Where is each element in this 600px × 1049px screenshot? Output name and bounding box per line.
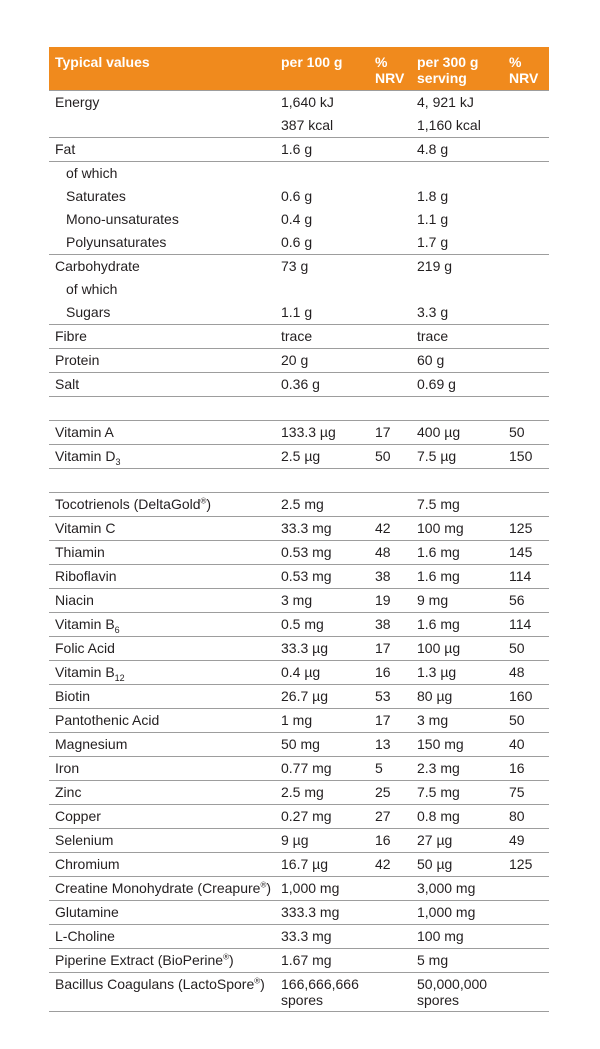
nutrient-name xyxy=(49,373,275,397)
nutrition-table xyxy=(49,47,549,1012)
nrv-per-100g xyxy=(369,208,411,231)
nrv-per-serving: 16 xyxy=(503,757,549,781)
nutrient-name xyxy=(49,138,275,162)
nutrient-label: Energy xyxy=(55,94,100,110)
nutrient-name xyxy=(49,493,275,517)
nrv-per-100g: 16 xyxy=(369,829,411,853)
nutrient-name xyxy=(49,301,275,325)
nrv-per-100g xyxy=(369,301,411,325)
nutrient-label: Copper xyxy=(55,808,101,824)
value-per-serving: 9 mg xyxy=(411,589,503,613)
nutrient-name xyxy=(49,613,275,637)
nrv-per-100g: 53 xyxy=(369,685,411,709)
value-per-100g xyxy=(275,278,369,301)
nutrient-label: Magnesium xyxy=(55,736,128,752)
value-per-serving: 5 mg xyxy=(411,949,503,973)
nutrient-name xyxy=(49,685,275,709)
nrv-per-serving xyxy=(503,185,549,208)
nutrient-label: Tocotrienols (DeltaGold xyxy=(55,496,201,512)
table-row xyxy=(49,685,549,709)
nrv-per-serving: 145 xyxy=(503,541,549,565)
nrv-per-serving: 50 xyxy=(503,421,549,445)
nutrient-label: Chromium xyxy=(55,856,120,872)
value-per-100g: 2.5 µg xyxy=(275,445,369,469)
nrv-per-100g: 16 xyxy=(369,661,411,685)
nrv-per-100g xyxy=(369,278,411,301)
nutrient-name xyxy=(49,541,275,565)
header-typical-values: Typical values xyxy=(49,47,275,91)
value-per-serving xyxy=(411,469,503,493)
nutrient-label: Vitamin A xyxy=(55,424,114,440)
nutrient-label: Protein xyxy=(55,352,100,368)
value-per-100g xyxy=(275,469,369,493)
nutrient-name xyxy=(49,901,275,925)
table-row xyxy=(49,661,549,685)
nrv-per-serving xyxy=(503,349,549,373)
nutrient-name xyxy=(49,325,275,349)
nutrient-label: Iron xyxy=(55,760,80,776)
table-row xyxy=(49,255,549,279)
nutrient-name xyxy=(49,661,275,685)
nutrient-label: Zinc xyxy=(55,784,82,800)
value-per-100g: 33.3 mg xyxy=(275,517,369,541)
nutrient-label: Vitamin B xyxy=(55,664,115,680)
nrv-per-100g xyxy=(369,231,411,255)
value-per-100g: 1,640 kJ xyxy=(275,91,369,115)
nrv-per-100g xyxy=(369,925,411,949)
value-per-serving: 50,000,000 spores xyxy=(411,973,503,1012)
table-row xyxy=(49,469,549,493)
value-per-100g: 0.27 mg xyxy=(275,805,369,829)
nrv-per-100g xyxy=(369,114,411,138)
nutrient-label: Sugars xyxy=(66,304,111,320)
value-per-100g: 1.6 g xyxy=(275,138,369,162)
nrv-per-100g: 38 xyxy=(369,565,411,589)
nutrient-label-suffix: ) xyxy=(228,952,234,968)
value-per-serving: 3,000 mg xyxy=(411,877,503,901)
value-per-100g xyxy=(275,162,369,186)
nrv-per-serving xyxy=(503,373,549,397)
table-row xyxy=(49,589,549,613)
nutrient-name xyxy=(49,949,275,973)
value-per-100g: 0.77 mg xyxy=(275,757,369,781)
nrv-per-serving xyxy=(503,138,549,162)
table-row xyxy=(49,325,549,349)
table-row xyxy=(49,421,549,445)
nutrient-name xyxy=(49,829,275,853)
nutrient-name xyxy=(49,637,275,661)
nutrient-name xyxy=(49,877,275,901)
value-per-serving: 100 µg xyxy=(411,637,503,661)
table-row xyxy=(49,278,549,301)
value-per-serving: 1.7 g xyxy=(417,234,449,250)
nutrient-label: Pantothenic Acid xyxy=(55,712,160,728)
table-header xyxy=(49,47,549,91)
nutrient-subscript: 12 xyxy=(114,672,125,683)
nrv-per-100g: 50 xyxy=(369,445,411,469)
nrv-per-serving: 49 xyxy=(503,829,549,853)
value-per-100g: 387 kcal xyxy=(281,117,334,133)
table-row xyxy=(49,973,549,1012)
nrv-per-serving xyxy=(503,925,549,949)
nrv-per-100g xyxy=(369,325,411,349)
nutrient-label: Folic Acid xyxy=(55,640,115,656)
value-per-100g: 0.4 g xyxy=(281,211,313,227)
nrv-per-serving xyxy=(503,397,549,421)
value-per-serving: 100 mg xyxy=(411,517,503,541)
registered-mark: ® xyxy=(260,880,267,890)
nrv-per-100g xyxy=(369,185,411,208)
header-per-100g: per 100 g xyxy=(275,47,369,91)
nutrient-name xyxy=(49,565,275,589)
nrv-per-serving xyxy=(503,469,549,493)
nrv-per-serving xyxy=(503,901,549,925)
nrv-per-100g xyxy=(369,373,411,397)
value-per-100g: 2.5 mg xyxy=(275,781,369,805)
value-per-100g: 0.6 g xyxy=(281,188,313,204)
nrv-per-100g: 42 xyxy=(369,517,411,541)
nutrient-label: Thiamin xyxy=(55,544,105,560)
nrv-per-serving xyxy=(503,114,549,138)
table-row xyxy=(49,781,549,805)
table-row xyxy=(49,349,549,373)
nutrient-label: of which xyxy=(66,165,118,181)
value-per-100g: 0.5 mg xyxy=(275,613,369,637)
nrv-per-100g xyxy=(369,493,411,517)
value-per-100g: trace xyxy=(275,325,369,349)
value-per-serving: 400 µg xyxy=(411,421,503,445)
nrv-per-serving xyxy=(503,231,549,255)
nutrient-label: Niacin xyxy=(55,592,94,608)
nutrient-label: Vitamin C xyxy=(55,520,116,536)
nutrient-label: Bacillus Coagulans (LactoSpore xyxy=(55,976,255,992)
nrv-per-100g xyxy=(369,949,411,973)
value-per-100g: 2.5 mg xyxy=(275,493,369,517)
nrv-per-serving xyxy=(503,949,549,973)
nutrient-label: Carbohydrate xyxy=(55,258,140,274)
table-body xyxy=(49,91,549,1012)
nutrient-label: Mono-unsaturates xyxy=(66,211,179,227)
nutrient-name xyxy=(49,973,275,1012)
nrv-per-100g: 25 xyxy=(369,781,411,805)
nutrient-label-suffix: ) xyxy=(206,496,212,512)
nrv-per-100g xyxy=(369,91,411,115)
nutrient-label: Vitamin D xyxy=(55,448,116,464)
nutrient-name xyxy=(49,397,275,421)
nrv-per-serving: 48 xyxy=(503,661,549,685)
nutrient-name xyxy=(49,278,275,301)
nutrient-name xyxy=(49,853,275,877)
nrv-per-serving: 40 xyxy=(503,733,549,757)
registered-mark: ® xyxy=(200,496,207,506)
value-per-serving: 1.6 mg xyxy=(411,541,503,565)
nutrient-name xyxy=(49,231,275,255)
value-per-100g: 0.53 mg xyxy=(275,565,369,589)
value-per-100g: 333.3 mg xyxy=(275,901,369,925)
nutrient-label: Fat xyxy=(55,141,76,157)
value-per-serving: 80 µg xyxy=(411,685,503,709)
value-per-100g: 73 g xyxy=(275,255,369,279)
value-per-serving: 219 g xyxy=(411,255,503,279)
table-row xyxy=(49,925,549,949)
value-per-serving: 1,000 mg xyxy=(411,901,503,925)
table-row xyxy=(49,114,549,138)
table-row xyxy=(49,138,549,162)
value-per-serving xyxy=(411,278,503,301)
table-row xyxy=(49,637,549,661)
nutrient-subscript: 6 xyxy=(114,624,120,635)
table-row xyxy=(49,541,549,565)
registered-mark: ® xyxy=(223,952,229,962)
value-per-serving: 50 µg xyxy=(411,853,503,877)
value-per-100g: 1.67 mg xyxy=(275,949,369,973)
nrv-per-100g xyxy=(369,138,411,162)
table-row xyxy=(49,805,549,829)
nrv-per-100g xyxy=(369,255,411,279)
nrv-per-100g: 38 xyxy=(369,613,411,637)
value-per-serving: 0.69 g xyxy=(411,373,503,397)
value-per-serving xyxy=(411,397,503,421)
nrv-per-serving xyxy=(503,255,549,279)
value-per-100g: 16.7 µg xyxy=(275,853,369,877)
table-row xyxy=(49,877,549,901)
table-row xyxy=(49,613,549,637)
table-row xyxy=(49,445,549,469)
nutrient-name xyxy=(49,208,275,231)
value-per-100g: 50 mg xyxy=(275,733,369,757)
nutrient-label: Polyunsaturates xyxy=(66,234,167,250)
nrv-per-serving: 114 xyxy=(503,565,549,589)
table-row xyxy=(49,757,549,781)
nrv-per-serving xyxy=(503,162,549,186)
table-row xyxy=(49,517,549,541)
value-per-serving: 4.8 g xyxy=(411,138,503,162)
value-per-100g xyxy=(275,397,369,421)
nutrient-label: Riboflavin xyxy=(55,568,117,584)
nrv-per-100g xyxy=(369,349,411,373)
registered-mark: ® xyxy=(254,976,261,986)
nrv-per-100g: 17 xyxy=(369,709,411,733)
table-row xyxy=(49,208,549,231)
nutrient-name xyxy=(49,185,275,208)
nutrient-label: Salt xyxy=(55,376,80,392)
value-per-serving: 1.8 g xyxy=(417,188,449,204)
table-row xyxy=(49,231,549,255)
nrv-per-100g: 42 xyxy=(369,853,411,877)
table-row xyxy=(49,162,549,186)
nutrient-name xyxy=(49,114,275,138)
value-per-serving: 0.8 mg xyxy=(411,805,503,829)
nutrient-name xyxy=(49,733,275,757)
value-per-serving: 4, 921 kJ xyxy=(411,91,503,115)
nrv-per-serving xyxy=(503,208,549,231)
nutrient-label: of which xyxy=(66,281,118,297)
value-per-100g: 9 µg xyxy=(275,829,369,853)
nutrient-name xyxy=(49,349,275,373)
nrv-per-serving xyxy=(503,973,549,1012)
nrv-per-serving: 50 xyxy=(503,637,549,661)
table-row xyxy=(49,185,549,208)
table-row xyxy=(49,733,549,757)
table-row xyxy=(49,565,549,589)
nutrient-name xyxy=(49,469,275,493)
nrv-per-100g: 48 xyxy=(369,541,411,565)
nutrient-label: Fibre xyxy=(55,328,87,344)
value-per-serving: 7.5 mg xyxy=(411,781,503,805)
value-per-100g: 3 mg xyxy=(275,589,369,613)
header-nrv-100g: % NRV xyxy=(369,47,411,91)
nutrient-name xyxy=(49,517,275,541)
nrv-per-100g: 5 xyxy=(369,757,411,781)
value-per-serving: 1.6 mg xyxy=(411,565,503,589)
nutrient-name xyxy=(49,757,275,781)
nutrient-label: L-Choline xyxy=(55,928,115,944)
nutrient-label-suffix: ) xyxy=(266,880,272,896)
nrv-per-100g: 19 xyxy=(369,589,411,613)
nutrient-label: Saturates xyxy=(66,188,126,204)
nrv-per-serving: 125 xyxy=(503,517,549,541)
nrv-per-serving: 125 xyxy=(503,853,549,877)
nrv-per-serving xyxy=(503,325,549,349)
value-per-serving: 7.5 µg xyxy=(411,445,503,469)
nrv-per-serving xyxy=(503,301,549,325)
value-per-100g: 0.6 g xyxy=(281,234,313,250)
table-row xyxy=(49,91,549,115)
value-per-serving: 2.3 mg xyxy=(411,757,503,781)
value-per-100g: 1,000 mg xyxy=(275,877,369,901)
nutrient-subscript: 3 xyxy=(115,456,121,467)
nutrient-name xyxy=(49,589,275,613)
table-row xyxy=(49,373,549,397)
nrv-per-100g xyxy=(369,469,411,493)
value-per-serving: 3.3 g xyxy=(417,304,449,320)
nutrient-name xyxy=(49,781,275,805)
nutrient-label: Piperine Extract (BioPerine xyxy=(55,952,224,968)
nutrient-label-suffix: ) xyxy=(260,976,265,992)
value-per-serving: 60 g xyxy=(411,349,503,373)
nutrient-name xyxy=(49,91,275,115)
value-per-100g: 166,666,666 spores xyxy=(275,973,369,1012)
value-per-serving: 1.1 g xyxy=(417,211,449,227)
table-row xyxy=(49,853,549,877)
nrv-per-serving: 50 xyxy=(503,709,549,733)
table-row xyxy=(49,709,549,733)
value-per-100g: 133.3 µg xyxy=(275,421,369,445)
nrv-per-serving: 114 xyxy=(503,613,549,637)
nrv-per-serving xyxy=(503,493,549,517)
value-per-serving: 100 mg xyxy=(411,925,503,949)
nrv-per-100g: 27 xyxy=(369,805,411,829)
value-per-serving: 27 µg xyxy=(411,829,503,853)
value-per-100g: 20 g xyxy=(275,349,369,373)
value-per-100g: 0.36 g xyxy=(275,373,369,397)
value-per-100g: 26.7 µg xyxy=(275,685,369,709)
table-row xyxy=(49,829,549,853)
value-per-serving: trace xyxy=(411,325,503,349)
nutrition-table-container xyxy=(49,47,549,1012)
value-per-100g: 33.3 mg xyxy=(275,925,369,949)
nrv-per-serving: 80 xyxy=(503,805,549,829)
value-per-serving: 150 mg xyxy=(411,733,503,757)
table-row xyxy=(49,493,549,517)
nrv-per-100g xyxy=(369,901,411,925)
value-per-100g: 33.3 µg xyxy=(275,637,369,661)
value-per-100g: 1 mg xyxy=(275,709,369,733)
value-per-serving xyxy=(411,162,503,186)
table-row xyxy=(49,301,549,325)
nrv-per-serving xyxy=(503,91,549,115)
value-per-serving: 3 mg xyxy=(411,709,503,733)
value-per-serving: 1,160 kcal xyxy=(417,117,481,133)
nrv-per-serving: 160 xyxy=(503,685,549,709)
table-row xyxy=(49,397,549,421)
nutrient-name xyxy=(49,255,275,279)
value-per-100g: 0.4 µg xyxy=(275,661,369,685)
value-per-100g: 0.53 mg xyxy=(275,541,369,565)
nrv-per-100g: 17 xyxy=(369,637,411,661)
nrv-per-100g xyxy=(369,973,411,1012)
nrv-per-100g: 17 xyxy=(369,421,411,445)
nutrient-label: Selenium xyxy=(55,832,114,848)
nrv-per-serving xyxy=(503,877,549,901)
nutrient-name xyxy=(49,925,275,949)
nutrient-label: Glutamine xyxy=(55,904,119,920)
nrv-per-100g xyxy=(369,877,411,901)
table-row xyxy=(49,949,549,973)
nutrient-name xyxy=(49,709,275,733)
value-per-serving: 1.6 mg xyxy=(411,613,503,637)
nutrient-name xyxy=(49,805,275,829)
nrv-per-serving: 56 xyxy=(503,589,549,613)
value-per-serving: 1.3 µg xyxy=(411,661,503,685)
nutrient-label: Creatine Monohydrate (Creapure xyxy=(55,880,261,896)
nutrient-label: Vitamin B xyxy=(55,616,115,632)
header-nrv-serving: % NRV xyxy=(503,47,549,91)
nutrient-name xyxy=(49,162,275,186)
nrv-per-serving: 75 xyxy=(503,781,549,805)
nrv-per-serving xyxy=(503,278,549,301)
nutrient-name xyxy=(49,445,275,469)
value-per-serving: 7.5 mg xyxy=(411,493,503,517)
nrv-per-100g xyxy=(369,397,411,421)
nrv-per-100g xyxy=(369,162,411,186)
value-per-100g: 1.1 g xyxy=(281,304,313,320)
header-per-serving: per 300 g serving xyxy=(411,47,503,91)
nutrient-name xyxy=(49,421,275,445)
table-row xyxy=(49,901,549,925)
nrv-per-100g: 13 xyxy=(369,733,411,757)
nutrient-label: Biotin xyxy=(55,688,91,704)
nrv-per-serving: 150 xyxy=(503,445,549,469)
